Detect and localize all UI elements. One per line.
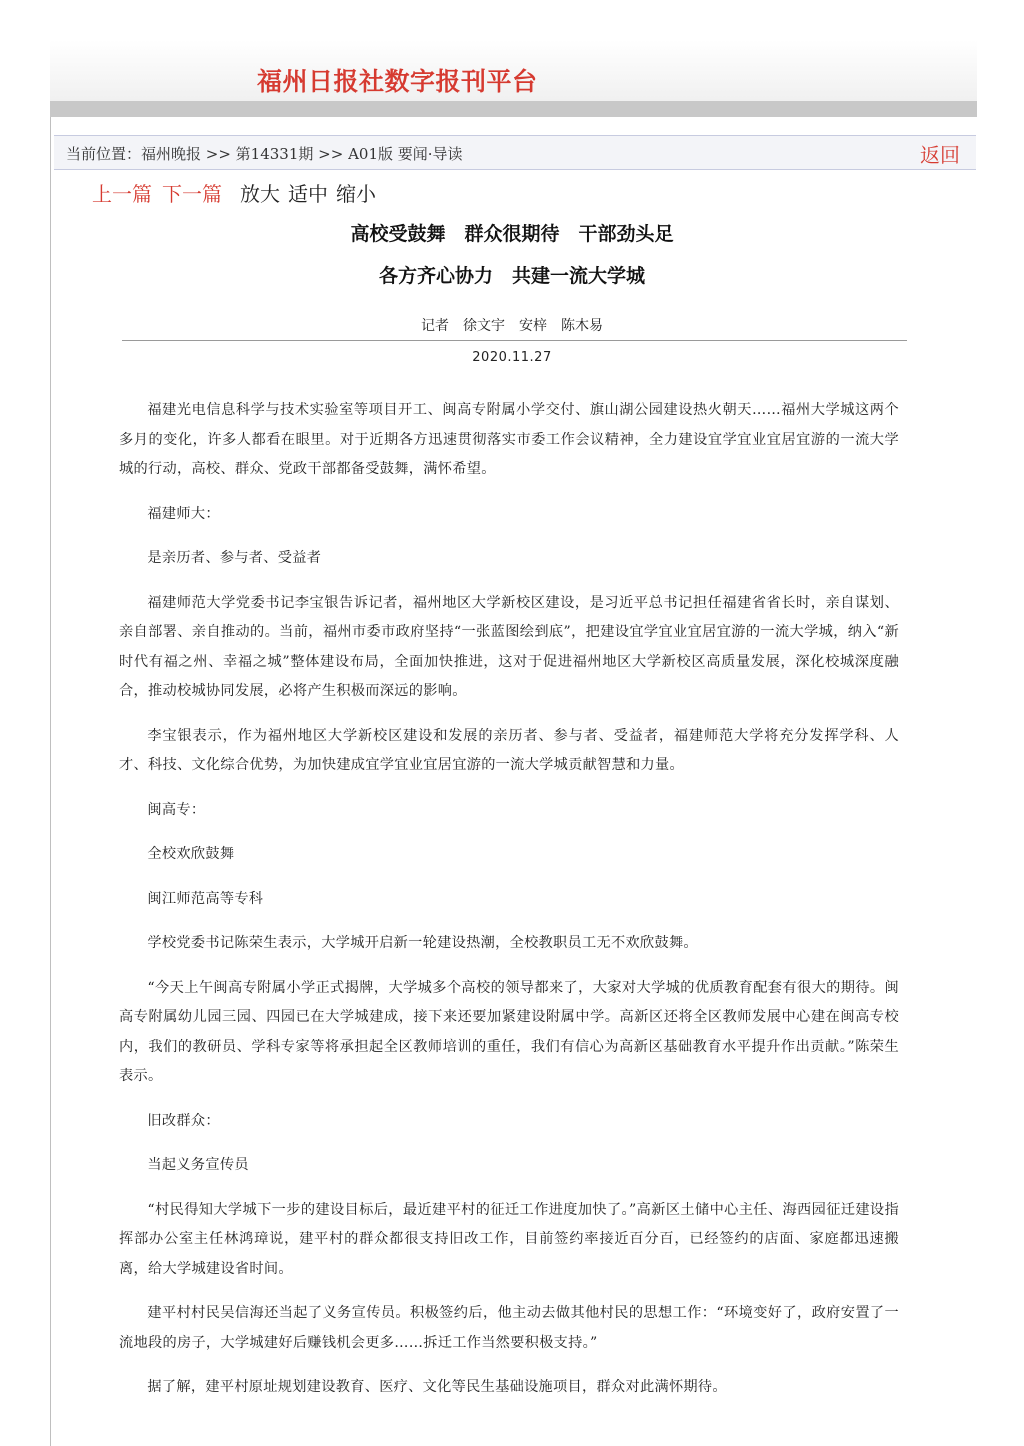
article-date: 2020.11.27 bbox=[472, 350, 552, 365]
article-paragraph: 福建光电信息科学与技术实验室等项目开工、闽高专附属小学交付、旗山湖公园建设热火朝天……福州大学城这两个多月的变化，许多人都看在眼里。对于近期各方迅速贯彻落实市委工作会议精神，全力建设宜学宜业宜居宜游的一流大学城的行动，高校、群众、党政干部都备受鼓舞，满怀希望。 bbox=[119, 402, 899, 477]
article-toolbar bbox=[92, 178, 384, 207]
banner-divider bbox=[50, 101, 977, 117]
section-heading: 旧改群众： bbox=[147, 1112, 220, 1129]
article-paragraph: 据了解，建平村原址规划建设教育、医疗、文化等民生基础设施项目，群众对此满怀期待。 bbox=[147, 1379, 727, 1395]
article-paragraph: 李宝银表示，作为福州地区大学新校区建设和发展的亲历者、参与者、受益者，福建师范大学将充分发挥学科、人才、科技、文化综合优势，为加快建成宜学宜业宜居宜游的一流大学城贡献智慧和力量。 bbox=[119, 727, 899, 773]
back-link[interactable]: 返回 bbox=[920, 143, 960, 167]
article-paragraph: 建平村村民吴信海还当起了义务宣传员。积极签约后，他主动去做其他村民的思想工作：“环境变好了，政府安置了一流地段的房子，大学城建好后赚钱机会更多……拆迁工作当然要积极支持。” bbox=[119, 1305, 899, 1351]
breadcrumb: 当前位置：福州晚报 >> 第14331期 >> A01版 要闻·导读 bbox=[66, 145, 463, 163]
section-heading: 福建师大： bbox=[147, 505, 220, 522]
section-heading: 闽高专： bbox=[147, 801, 206, 818]
article-headline: 高校受鼓舞 群众很期待 干部劲头足 bbox=[350, 223, 674, 245]
article-paragraph: 福建师范大学党委书记李宝银告诉记者，福州地区大学新校区建设，是习近平总书记担任福建省省长时，亲自谋划、亲自部署、亲自推动的。当前，福州市委市政府坚持“一张蓝图绘到底”，把建设宜学宜业宜居宜游的一流大学城，纳入“新时代有福之州、幸福之城”整体建设布局，全面加快推进，这对于促进福州地区大学新校区高质量发展，深化校城深度融合，推动校城协同发展，必将产生积极而深远的影响。 bbox=[119, 594, 899, 699]
section-subheading: 是亲历者、参与者、受益者 bbox=[147, 550, 322, 566]
article-paragraph: “村民得知大学城下一步的建设目标后，最近建平村的征迁工作进度加快了。”高新区土储中心主任、海西园征迁建设指挥部办公室主任林鸿璋说，建平村的群众都很支持旧改工作，目前签约率接近百分百，已经签约的店面、家庭都迅速搬离，给大学城建设省时间。 bbox=[119, 1201, 899, 1277]
next-article-link[interactable]: 下一篇 bbox=[162, 182, 222, 206]
article-paragraph: “今天上午闽高专附属小学正式揭牌，大学城多个高校的领导都来了，大家对大学城的优质教育配套有很大的期待。闽高专附属幼儿园三园、四园已在大学城建成，接下来还要加紧建设附属中学。高新区还将全区教师发展中心建在闽高专校内，我们的教研员、学科专家等将承担起全区教师培训的重任，我们有信心为高新区基础教育水平提升作出贡献。”陈荣生表示。 bbox=[119, 979, 899, 1084]
section-subheading: 全校欢欣鼓舞 bbox=[147, 846, 235, 862]
article-body bbox=[119, 396, 899, 1418]
breadcrumb-bar bbox=[54, 135, 976, 170]
section-subheading: 当起义务宣传员 bbox=[147, 1157, 249, 1173]
article-byline: 记者 徐文宇 安梓 陈木易 bbox=[421, 318, 603, 334]
prev-article-link[interactable]: 上一篇 bbox=[92, 182, 152, 206]
site-logo-title: 福州日报社数字报刊平台 bbox=[257, 67, 538, 96]
zoom-out-button[interactable]: 缩小 bbox=[336, 182, 376, 206]
zoom-medium-button[interactable]: 适中 bbox=[288, 182, 328, 206]
article-paragraph: 闽江师范高等专科 bbox=[147, 890, 264, 907]
byline-divider bbox=[122, 340, 907, 341]
zoom-in-button[interactable]: 放大 bbox=[240, 182, 280, 206]
article-subheadline: 各方齐心协力 共建一流大学城 bbox=[378, 265, 645, 287]
article-paragraph: 学校党委书记陈荣生表示，大学城开启新一轮建设热潮，全校教职员工无不欢欣鼓舞。 bbox=[147, 935, 698, 951]
